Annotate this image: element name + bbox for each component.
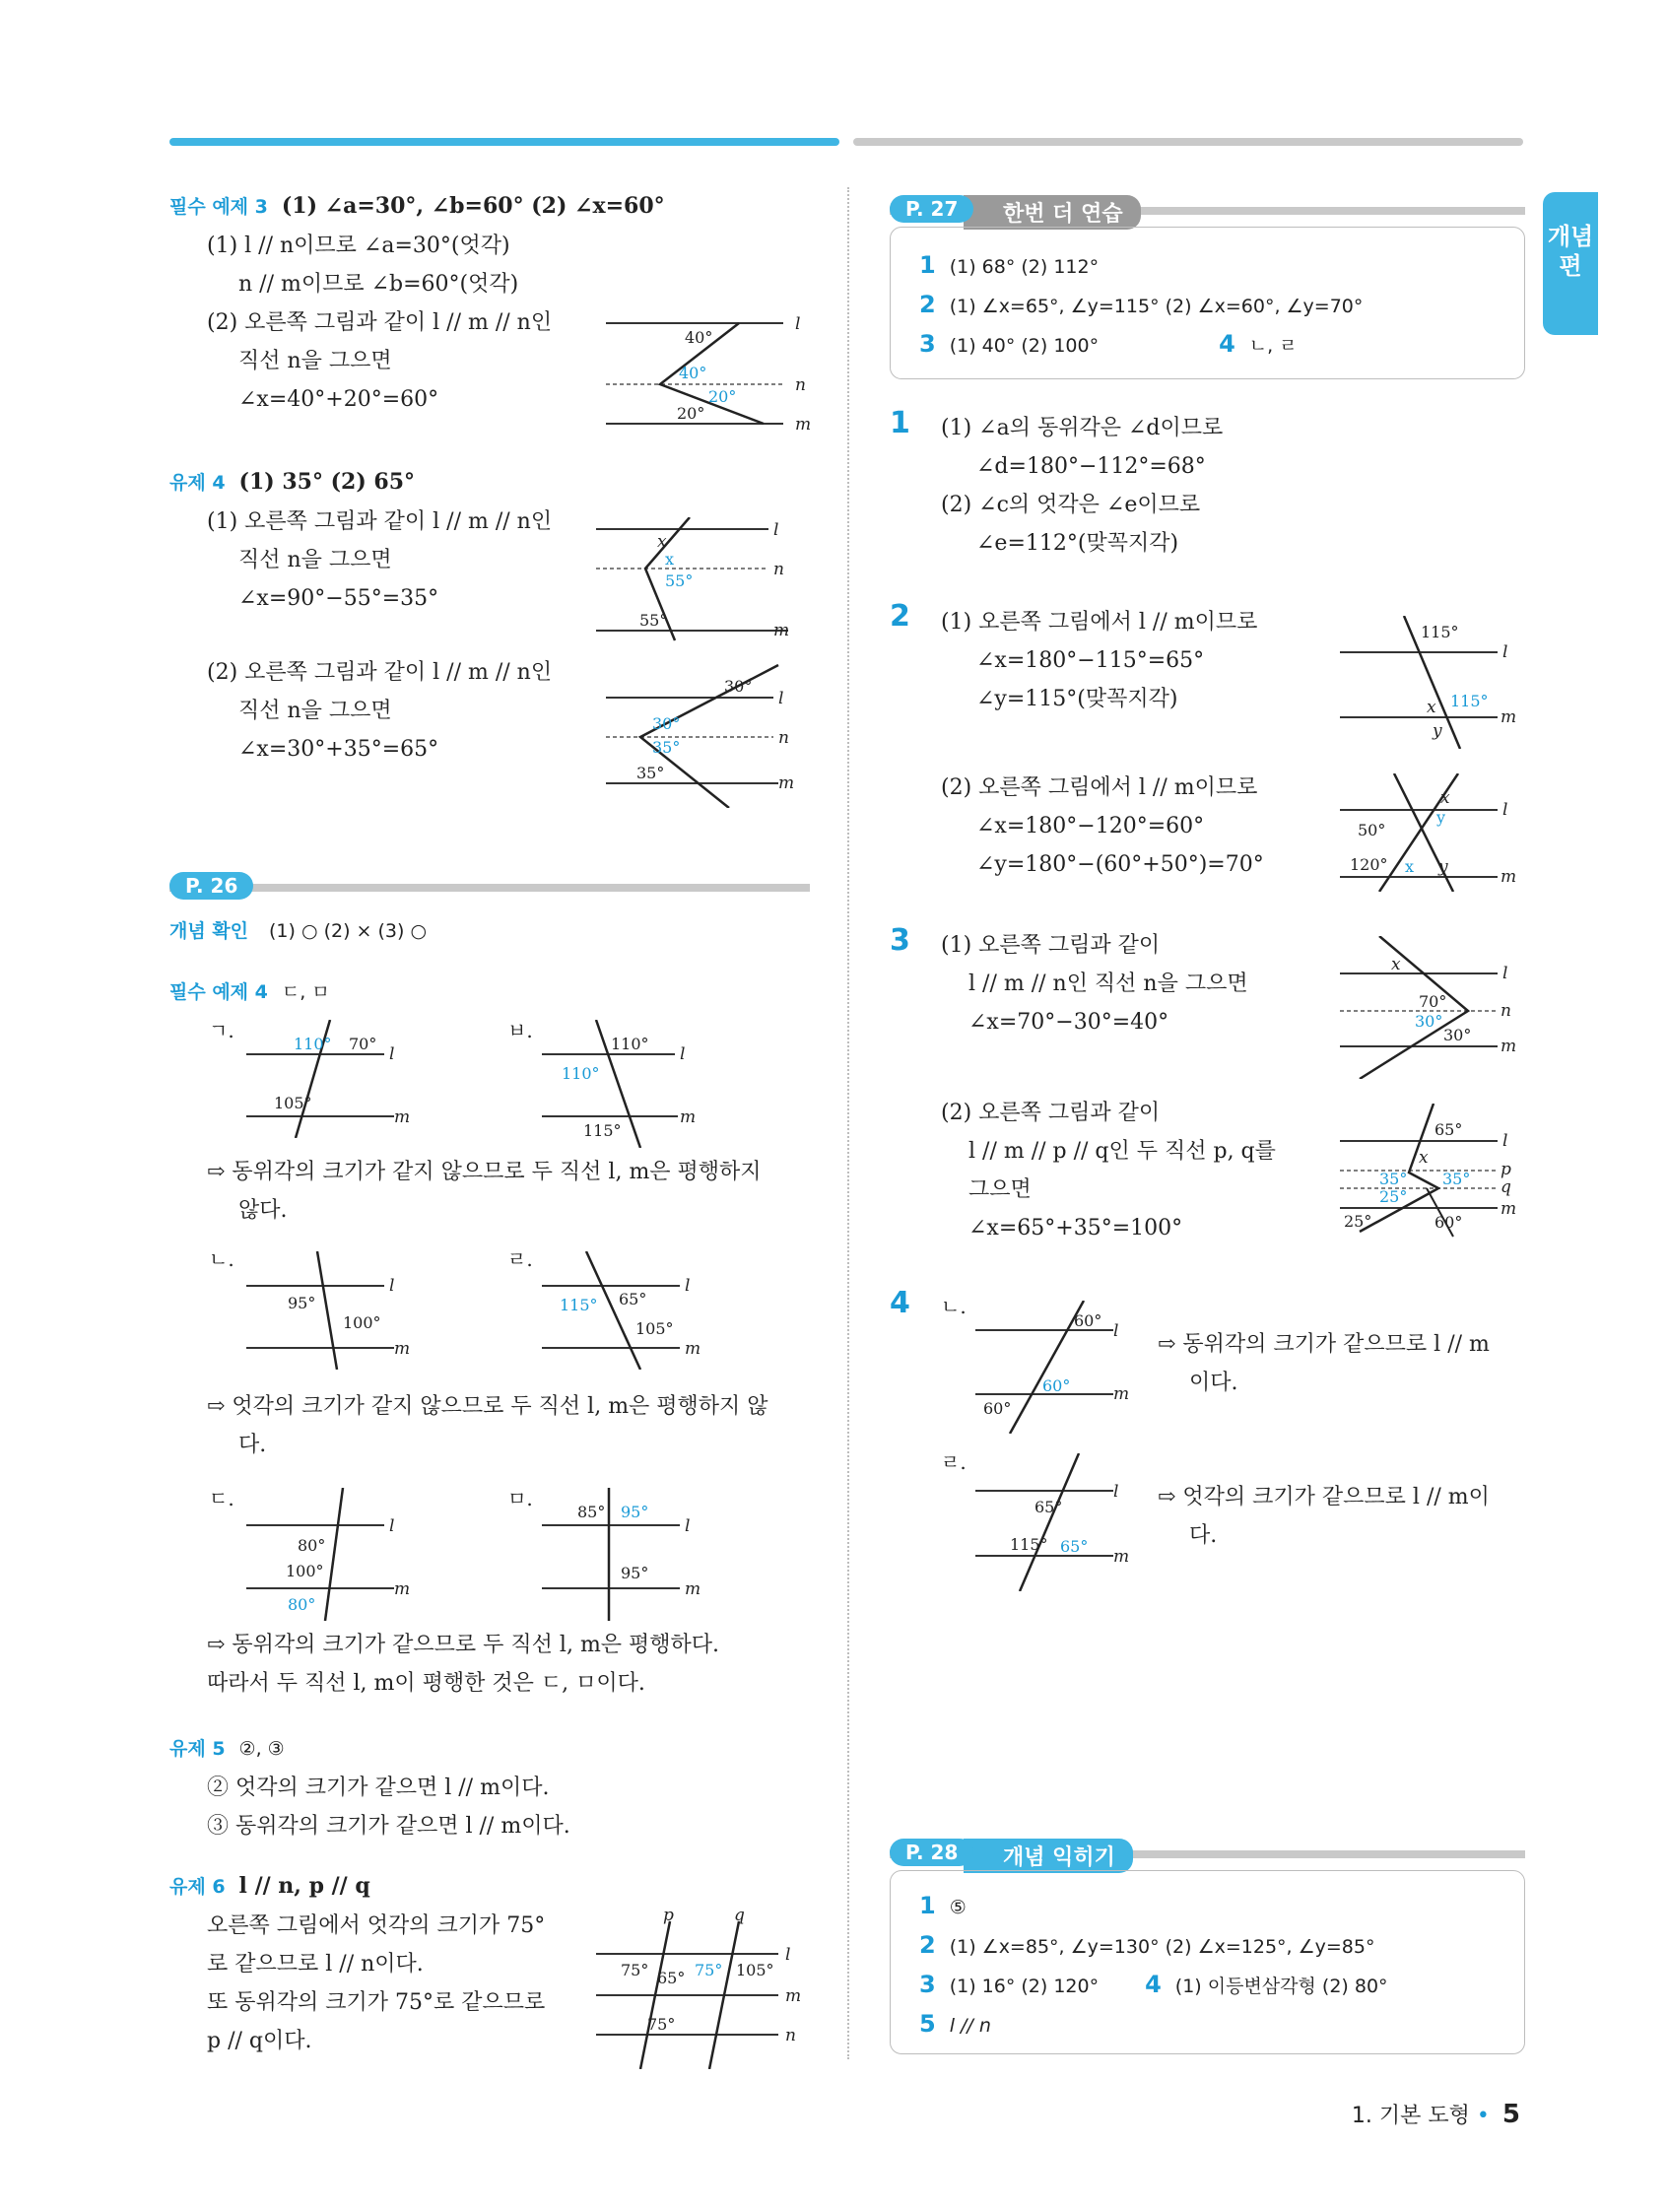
svg-text:95°: 95° [621,1564,649,1582]
ex3-figure [606,305,813,434]
svg-text:p: p [1501,1160,1511,1179]
note3 [207,1626,719,1703]
svg-text:m: m [795,415,812,434]
sol2b-figure [1340,773,1517,892]
svg-text:115°: 115° [1010,1535,1048,1554]
p28-answers [919,1887,1388,2044]
svg-text:x: x [1427,698,1436,717]
p28-num: 5 [919,2010,936,2038]
sol2b-block [941,769,1264,884]
sol2a-block [941,603,1257,718]
svg-text:l: l [1502,642,1508,662]
ex6-line: 또 동위각의 크기가 75°로 같으므로 [207,1990,546,2015]
svg-text:q: q [1501,1177,1511,1197]
sol-number: 4 [890,1286,910,1320]
ex6-line: 오른쪽 그림에서 엇각의 크기가 75° [207,1913,546,1938]
ex3-answer: (1) ∠a=30°, ∠b=60° (2) ∠x=60° [281,193,665,219]
ex6-figure [596,1907,813,2069]
svg-text:60°: 60° [983,1399,1012,1418]
ex3-line: (2) 오른쪽 그림과 같이 l // m // n인 [207,310,553,335]
svg-text:m: m [1113,1384,1130,1404]
svg-text:35°: 35° [1442,1170,1471,1188]
note-line: ⇨ 엇각의 크기가 같으므로 l // m이 [1158,1485,1490,1509]
ex4-block [169,463,552,769]
note-line: 다. [1189,1523,1218,1548]
sol-line: (2) 오른쪽 그림과 같이 [941,1101,1161,1125]
p28-answer: (1) ∠x=85°, ∠y=130° (2) ∠x=125°, ∠y=85° [949,1936,1375,1958]
sol3b-figure [1340,1104,1517,1241]
svg-text:l: l [1502,800,1508,820]
p26-header [169,872,810,904]
note-line: 다. [238,1433,267,1457]
p28-answer: (1) 16° (2) 120° [949,1976,1100,1997]
svg-text:l: l [389,1276,395,1296]
p27-answers [919,246,1363,365]
svg-text:25°: 25° [1344,1212,1372,1231]
ex4-diagram-1 [596,517,813,645]
svg-text:l: l [785,1945,791,1965]
ex4-line: (1) 오른쪽 그림과 같이 l // m // n인 [207,509,553,534]
ex3-label: 필수 예제 3 [169,196,268,218]
svg-text:65°: 65° [1060,1537,1089,1556]
page-number: 5 [1501,2100,1520,2129]
svg-text:y: y [1438,857,1448,877]
sol-line: l // m // p // q인 두 직선 p, q를 [968,1139,1276,1164]
svg-text:l: l [1113,1321,1119,1341]
svg-text:30°: 30° [1443,1026,1472,1044]
p28-num: 1 [919,1892,936,1919]
ex5-line: ③ 동위각의 크기가 같으면 l // m이다. [207,1814,570,1839]
ex6-line: 로 같으므로 l // n이다. [207,1952,424,1977]
svg-text:p: p [663,1907,674,1925]
ex5-answer: ②, ③ [238,1738,285,1760]
svg-text:110°: 110° [294,1035,332,1053]
svg-text:20°: 20° [677,404,705,423]
note-line: 않다. [238,1198,288,1223]
p28-num: 4 [1145,1971,1162,1998]
fig-letter: ㄷ. [209,1487,234,1510]
svg-text:50°: 50° [1358,821,1386,839]
page-footer [1352,2099,1520,2129]
svg-text:m: m [394,1339,411,1359]
svg-text:x: x [1391,955,1401,974]
svg-text:35°: 35° [652,738,681,757]
svg-text:55°: 55° [665,571,694,590]
note-line: ⇨ 동위각의 크기가 같으므로 l // m [1158,1332,1490,1357]
svg-text:l: l [1113,1482,1119,1502]
sol3b-block [941,1094,1276,1247]
note1 [207,1153,762,1230]
p27-answer: (1) ∠x=65°, ∠y=115° (2) ∠x=60°, ∠y=70° [949,296,1364,317]
svg-text:m: m [773,621,790,640]
svg-text:105°: 105° [736,1961,774,1979]
p26-block [169,911,427,1012]
p27-answer: (1) 68° (2) 112° [949,256,1100,278]
svg-text:70°: 70° [1419,992,1447,1011]
sol-number: 3 [890,923,910,958]
svg-text:m: m [1501,1199,1517,1219]
ex3-block [169,187,665,419]
svg-text:x: x [1440,788,1450,808]
svg-text:l: l [795,314,801,334]
ex3-line: n // m이므로 ∠b=60°(엇각) [238,272,519,297]
ex5-block [169,1729,570,1845]
note-line: ⇨ 엇각의 크기가 같지 않으므로 두 직선 l, m은 평행하지 않 [207,1394,768,1419]
sol4-letter: ㄴ. [941,1295,967,1318]
ex4-label: 유제 4 [169,472,226,494]
fig-letter: ㅂ. [507,1019,533,1042]
p28-answer: ⑤ [949,1897,967,1918]
svg-text:95°: 95° [288,1294,316,1312]
svg-text:x: x [657,532,667,552]
chapter-title: 1. 기본 도형 [1351,2104,1470,2128]
svg-text:m: m [680,1107,697,1127]
note-line: 따라서 두 직선 l, m이 평행한 것은 ㄷ, ㅁ이다. [207,1671,645,1696]
svg-text:n: n [785,2026,796,2045]
sol-line: ∠x=180°−115°=65° [976,648,1205,673]
svg-text:l: l [778,689,784,708]
svg-text:l: l [1502,964,1508,983]
svg-text:x: x [665,550,675,569]
svg-text:30°: 30° [1415,1012,1443,1031]
fig-mieum [542,1488,719,1621]
sol4b-figure [975,1453,1153,1591]
svg-text:75°: 75° [621,1961,649,1979]
fig-letter: ㄴ. [209,1247,234,1271]
svg-text:l: l [773,520,779,540]
sol4a-note [1158,1325,1490,1402]
sol-line: ∠y=180°−(60°+50°)=70° [976,852,1264,877]
ex4-figure-2 [601,660,818,808]
svg-text:115°: 115° [560,1296,598,1314]
ex6-block [169,1867,545,2060]
svg-text:q: q [734,1907,745,1925]
fig-rieul [542,1251,719,1370]
ex3-line: (1) l // n이므로 ∠a=30°(엇각) [207,234,510,258]
p28-answer: (1) 이등변삼각형 (2) 80° [1174,1976,1388,1997]
svg-text:65°: 65° [619,1290,647,1308]
svg-text:m: m [1501,1037,1517,1056]
svg-text:105°: 105° [274,1094,312,1112]
note-line: 이다. [1189,1371,1238,1395]
sol3a-block [941,926,1248,1041]
svg-text:n: n [778,728,789,748]
ex4-line: ∠x=90°−55°=35° [238,586,439,611]
p28-pill: P. 28 [890,1839,973,1866]
fig-letter: ㄱ. [209,1019,234,1042]
svg-text:x: x [1405,857,1415,876]
svg-text:115°: 115° [583,1121,622,1140]
note-line: ⇨ 동위각의 크기가 같으므로 두 직선 l, m은 평행하다. [207,1633,720,1657]
fig-letter: ㅁ. [507,1487,533,1510]
ex4-line: (2) 오른쪽 그림과 같이 l // m // n인 [207,660,553,685]
svg-text:25°: 25° [1379,1187,1408,1206]
sol-line: ∠y=115°(맞꼭지각) [976,687,1178,711]
top-bar-left [169,138,839,146]
svg-text:l: l [1502,1131,1508,1151]
sol4b-note [1158,1478,1490,1555]
p27-num: 2 [919,291,936,318]
svg-text:100°: 100° [286,1562,324,1580]
ex5-line: ② 엇각의 크기가 같으면 l // m이다. [207,1776,550,1800]
svg-text:75°: 75° [647,2015,676,2034]
sol-line: ∠x=70°−30°=40° [968,1010,1169,1035]
p27-num: 4 [1219,330,1235,358]
p27-num: 3 [919,330,936,358]
ex3-line: ∠x=40°+20°=60° [238,387,439,412]
svg-text:x: x [1419,1148,1429,1168]
svg-text:65°: 65° [1434,1120,1463,1139]
svg-text:y: y [1433,721,1442,741]
sol4-letter: ㄹ. [941,1450,967,1474]
ex6-line: p // q이다. [207,2029,312,2053]
svg-text:l: l [685,1516,691,1536]
note-line: ⇨ 동위각의 크기가 같지 않으므로 두 직선 l, m은 평행하지 [207,1160,762,1184]
sol-number: 2 [890,599,910,634]
svg-text:55°: 55° [639,611,668,630]
svg-text:60°: 60° [1042,1376,1071,1395]
p28-answer: l // n [949,2015,991,2037]
svg-text:65°: 65° [657,1969,686,1987]
ex4-line: 직선 n을 그으면 [238,699,392,723]
ex6-answer: l // n, p // q [238,1873,370,1899]
svg-text:110°: 110° [562,1064,600,1083]
svg-text:l: l [389,1516,395,1536]
sol-line: ∠e=112°(맞꼭지각) [976,531,1179,556]
concept-label: 개념 확인 [169,920,249,942]
p27-tab: 한번 더 연습 [964,195,1141,230]
svg-text:60°: 60° [1074,1311,1102,1330]
sol-line: ∠x=65°+35°=100° [968,1216,1183,1240]
svg-text:80°: 80° [298,1536,326,1555]
svg-text:85°: 85° [577,1503,606,1521]
p27-answer: (1) 40° (2) 100° [949,335,1100,357]
ex4-diagram-2 [601,660,818,808]
fig-bieup [542,1020,719,1148]
svg-text:30°: 30° [724,677,753,696]
svg-text:115°: 115° [1450,692,1489,710]
svg-text:70°: 70° [349,1035,377,1053]
svg-text:120°: 120° [1350,855,1388,874]
p28-header [890,1839,1525,1870]
ex4-line: ∠x=30°+35°=65° [238,737,439,762]
svg-text:75°: 75° [695,1961,723,1979]
svg-text:l: l [389,1044,395,1064]
svg-text:95°: 95° [621,1503,649,1521]
p26-pill: P. 26 [169,872,253,900]
svg-text:40°: 40° [685,328,713,347]
svg-text:m: m [394,1107,411,1127]
svg-text:65°: 65° [1034,1498,1063,1516]
sol-line: (2) ∠c의 엇각은 ∠e이므로 [941,493,1201,517]
svg-text:80°: 80° [288,1595,316,1614]
ex6-label: 유제 6 [169,1876,226,1898]
svg-text:m: m [785,1986,802,2006]
sol-line: (1) ∠a의 동위각은 ∠d이므로 [941,416,1224,440]
svg-text:l: l [680,1044,686,1064]
sol-number: 1 [890,406,910,440]
svg-text:m: m [1113,1547,1130,1567]
svg-text:n: n [773,560,784,579]
p28-tab: 개념 익히기 [964,1839,1133,1873]
svg-text:110°: 110° [611,1035,649,1053]
sol-line: l // m // n인 직선 n을 그으면 [968,972,1248,996]
sol3a-figure [1340,936,1517,1079]
svg-text:40°: 40° [679,364,707,382]
sol-line: (2) 오른쪽 그림에서 l // m이므로 [941,775,1258,800]
svg-text:m: m [685,1579,701,1599]
concept-answer: (1) ○ (2) × (3) ○ [269,920,428,942]
sol2a-figure [1340,616,1517,749]
fig-giyeok [246,1020,424,1138]
svg-text:n: n [795,375,806,395]
ex4b-answer: ㄷ, ㅁ [281,981,330,1003]
ex4-figure-1 [596,517,813,645]
sol-line: ∠x=180°−120°=60° [976,814,1205,838]
ex3-diagram [606,305,813,434]
side-tab: 개념편 [1543,192,1598,335]
sol-line: (1) 오른쪽 그림에서 l // m이므로 [941,610,1258,635]
svg-text:35°: 35° [636,764,665,782]
svg-text:m: m [1501,707,1517,727]
svg-text:100°: 100° [343,1313,381,1332]
p28-num: 2 [919,1931,936,1959]
svg-text:n: n [1501,1001,1511,1021]
svg-text:m: m [1501,867,1517,887]
p27-header [890,195,1525,227]
fig-letter: ㄹ. [507,1247,533,1271]
sol-line: 그으면 [968,1177,1032,1202]
svg-text:30°: 30° [652,714,681,733]
svg-text:115°: 115° [1421,623,1459,641]
note2 [207,1387,768,1464]
sol4a-figure [975,1301,1153,1434]
svg-text:y: y [1436,808,1446,827]
ex4-answer: (1) 35° (2) 65° [238,469,416,495]
svg-text:60°: 60° [1434,1213,1463,1232]
sol-line: ∠d=180°−112°=68° [976,454,1206,479]
ex4b-label: 필수 예제 4 [169,981,268,1003]
svg-text:m: m [394,1579,411,1599]
svg-text:m: m [778,773,795,793]
p27-num: 1 [919,251,936,279]
ex5-label: 유제 5 [169,1738,226,1760]
sol1-block [941,409,1223,563]
p28-num: 3 [919,1971,936,1998]
top-bar-right [853,138,1523,146]
svg-text:20°: 20° [708,387,737,406]
fig-nieun [246,1251,424,1370]
p27-answer: ㄴ, ㄹ [1248,335,1298,357]
fig-digeut [246,1488,424,1621]
ex4-line: 직선 n을 그으면 [238,548,392,572]
svg-text:35°: 35° [1379,1170,1408,1188]
column-divider [847,187,849,2059]
svg-text:l: l [685,1276,691,1296]
sol-line: (1) 오른쪽 그림과 같이 [941,933,1161,958]
footer-dot: • [1476,2104,1490,2128]
svg-text:m: m [685,1339,701,1359]
svg-text:105°: 105° [635,1319,674,1338]
ex3-line: 직선 n을 그으면 [238,349,392,373]
p27-pill: P. 27 [890,195,973,223]
